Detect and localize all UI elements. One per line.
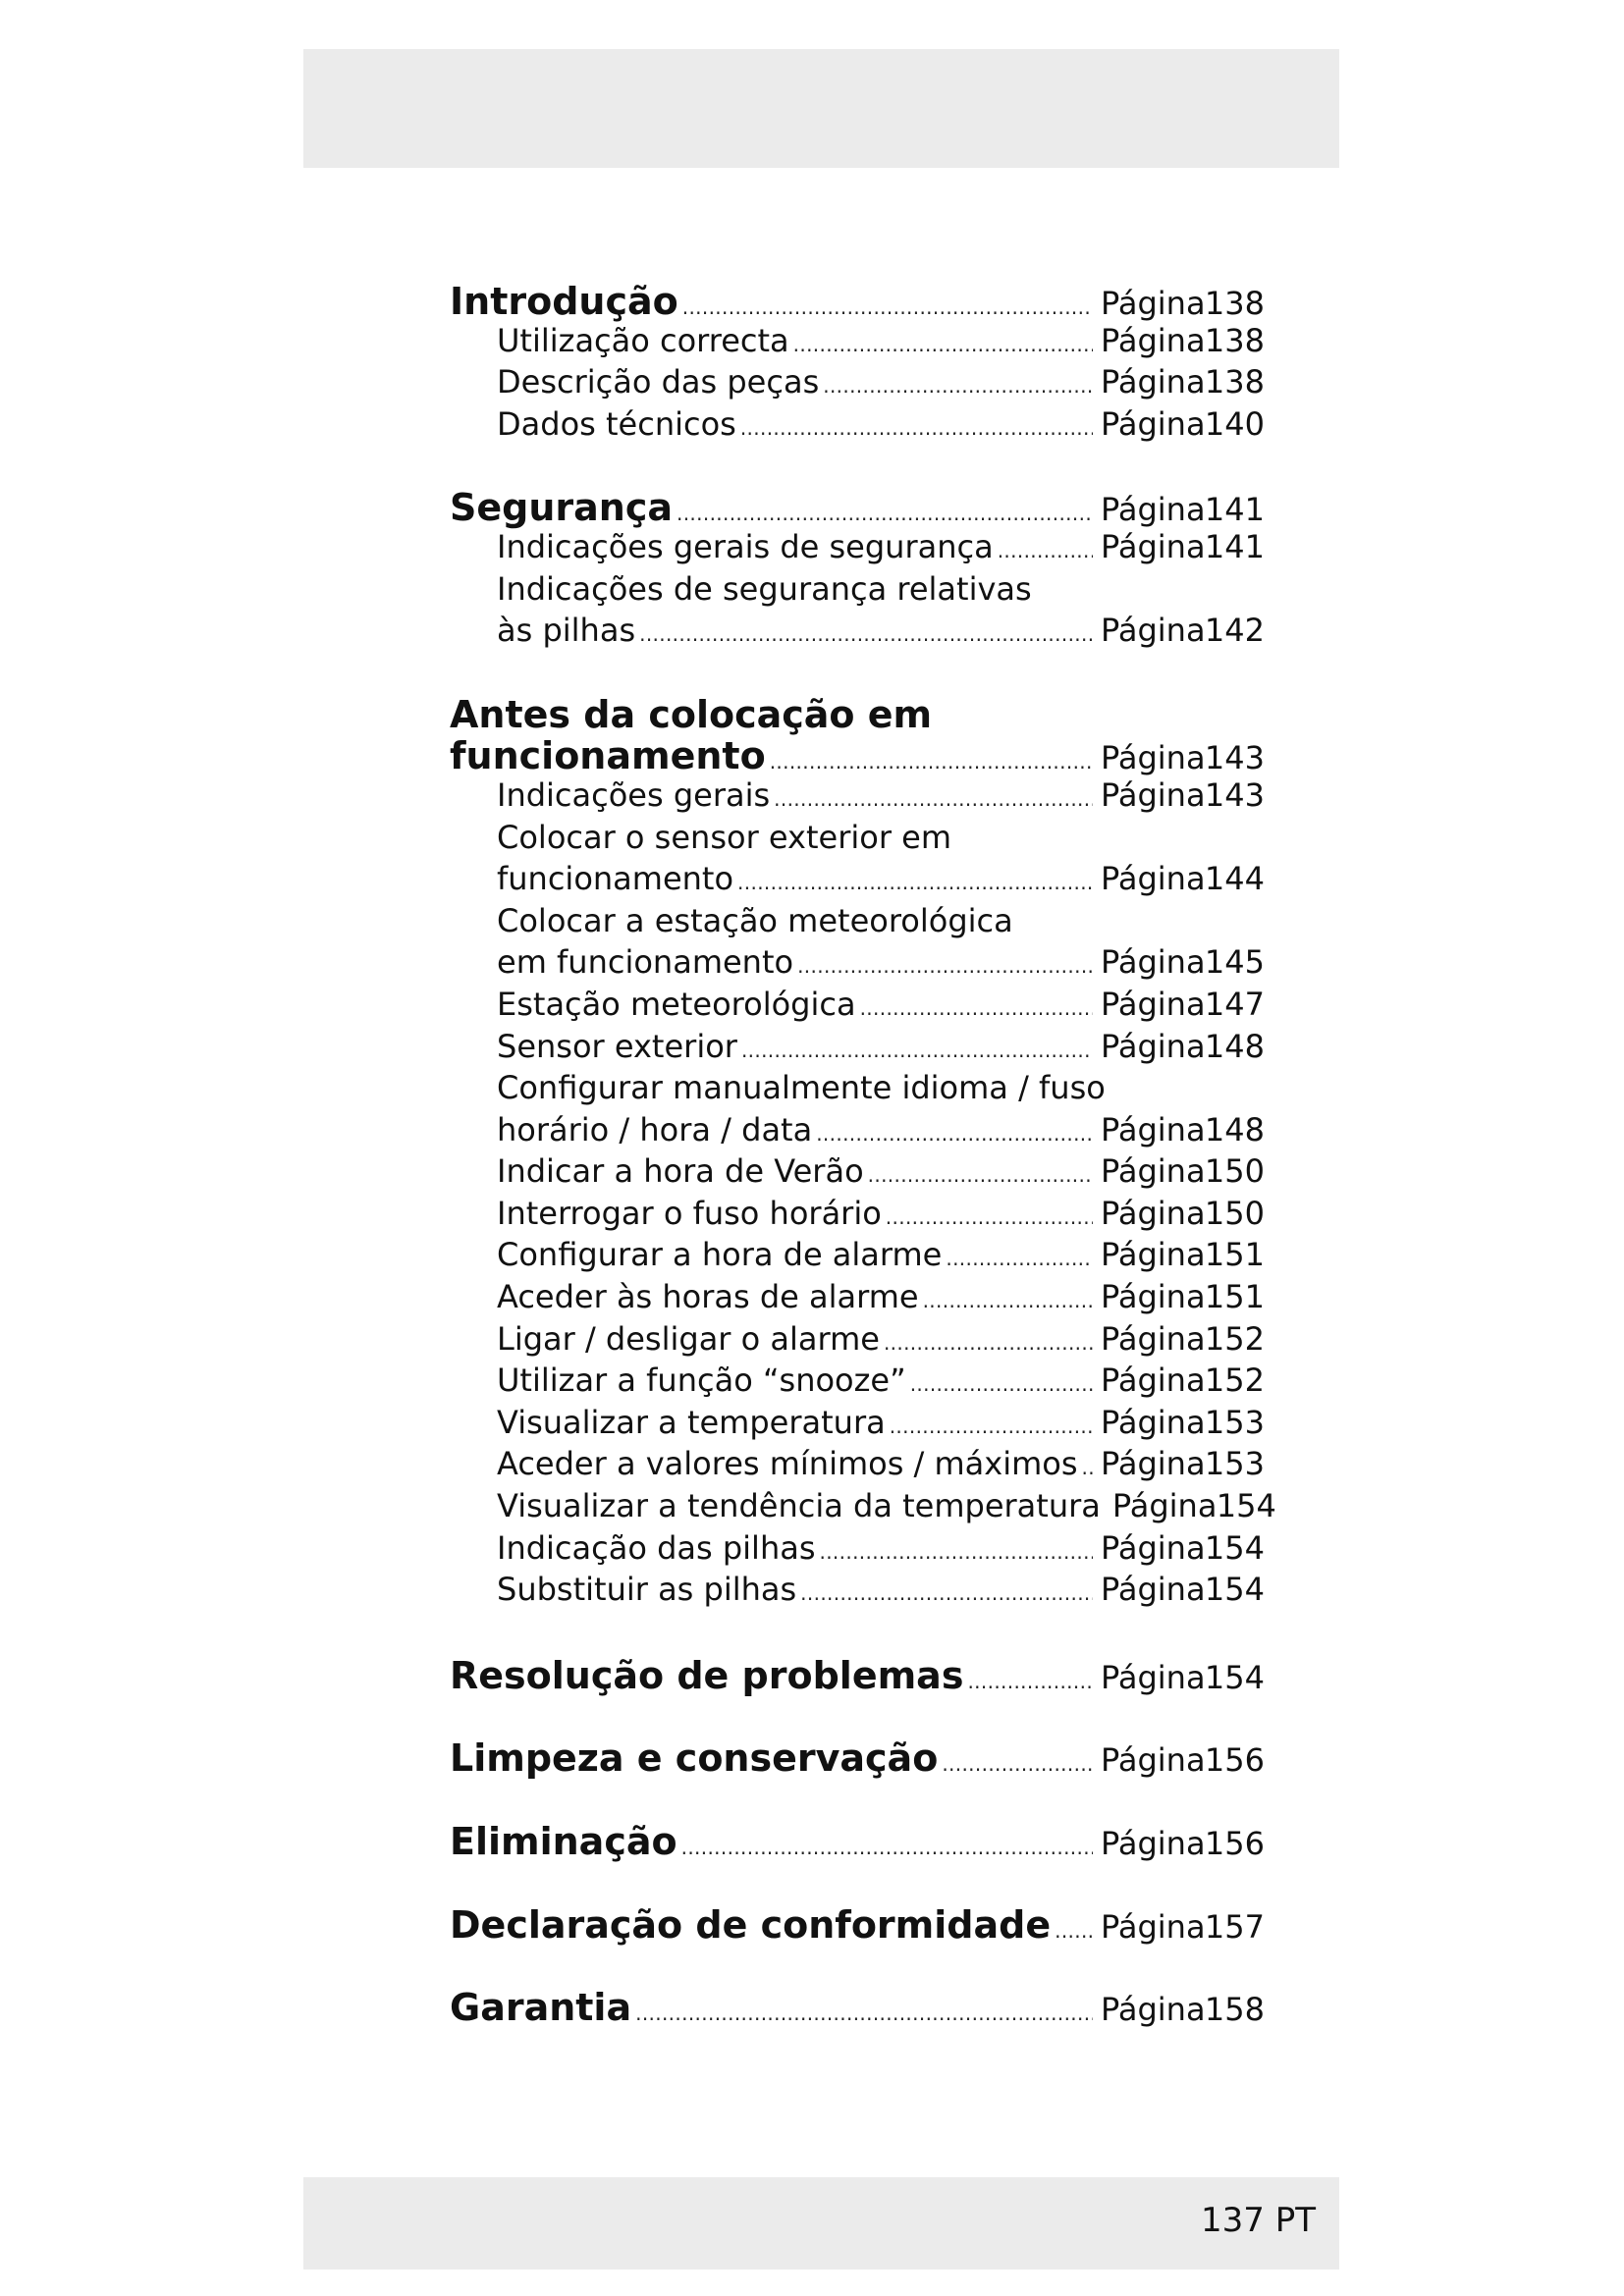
toc-entry-first-line[interactable]	[450, 570, 1265, 613]
toc-entry[interactable]	[450, 1571, 1265, 1613]
toc-entry-title: Indicações gerais	[497, 775, 771, 814]
page-label: Página	[1101, 860, 1206, 898]
dot-leader	[910, 1362, 1093, 1399]
toc-heading-seguranca[interactable]	[450, 486, 1265, 528]
page-label: Página	[1101, 1403, 1206, 1441]
toc-entry[interactable]	[450, 1362, 1265, 1404]
page-number-ref: 150	[1204, 1194, 1265, 1232]
page-label: Página	[1101, 404, 1206, 443]
toc-entry-title: funcionamento	[497, 860, 734, 898]
page-label: Página	[1101, 943, 1206, 982]
toc-heading-title: Declaração de conformidade	[450, 1902, 1052, 1947]
page-label: Página	[1101, 285, 1206, 322]
toc-entry[interactable]	[450, 1278, 1265, 1320]
dot-leader	[884, 1320, 1093, 1358]
toc-entry[interactable]	[450, 1320, 1265, 1362]
dot-leader	[1055, 1903, 1093, 1947]
page-number-ref: 152	[1204, 1362, 1265, 1400]
page-number-ref: 143	[1204, 775, 1265, 814]
toc-heading-title: Resolução de problemas	[450, 1653, 964, 1697]
page-number-ref: 151	[1204, 1236, 1265, 1274]
page-label: Página	[1101, 1319, 1206, 1358]
toc-entry-title-line1: Colocar a estação meteorológica	[497, 901, 1013, 939]
page-number-ref: 158	[1204, 1991, 1265, 2029]
toc-heading-title: Segurança	[450, 486, 673, 530]
dot-leader	[868, 1152, 1093, 1190]
dot-leader	[1082, 1445, 1093, 1482]
table-of-contents	[450, 280, 1276, 2030]
toc-heading-title: Introdução	[450, 280, 678, 323]
page-label: Página	[1101, 1571, 1206, 1609]
toc-entry-first-line[interactable]	[450, 1069, 1265, 1111]
toc-entry[interactable]	[450, 1111, 1265, 1153]
page-label: Página	[1101, 1278, 1206, 1316]
toc-entry-title: Estação meteorológica	[497, 985, 856, 1023]
toc-heading-title-line1: Antes da colocação em	[450, 692, 933, 736]
page-number-ref: 156	[1204, 1741, 1265, 1780]
toc-heading-resolucao[interactable]	[450, 1654, 1265, 1696]
dot-leader	[741, 1028, 1093, 1065]
toc-entry-title: em funcionamento	[497, 943, 794, 982]
dot-leader	[860, 986, 1093, 1023]
toc-entry[interactable]	[450, 943, 1265, 986]
toc-entry-first-line[interactable]	[450, 819, 1265, 861]
dot-leader	[890, 1404, 1093, 1441]
page-label: Página	[1101, 1027, 1206, 1065]
toc-heading-antes-line1[interactable]	[450, 693, 1265, 735]
page-label: Página	[1111, 1487, 1218, 1525]
toc-entry[interactable]	[450, 363, 1265, 405]
page-number-ref: 148	[1204, 1110, 1265, 1148]
page-number-ref: 157	[1204, 1907, 1265, 1946]
page-label: Página	[1101, 1110, 1206, 1148]
toc-entry[interactable]	[450, 528, 1265, 570]
toc-entry[interactable]	[450, 1236, 1265, 1278]
page-label: Página	[1101, 527, 1206, 565]
page-number-ref: 153	[1204, 1445, 1265, 1483]
dot-leader	[774, 776, 1093, 814]
toc-entry-title-line1: Indicações de segurança relativas	[497, 569, 1032, 608]
dot-leader	[942, 1736, 1093, 1780]
toc-entry[interactable]	[450, 986, 1265, 1028]
dot-leader	[635, 1986, 1093, 2029]
page-label: Página	[1101, 1445, 1206, 1483]
page-number-ref: 138	[1204, 285, 1265, 322]
toc-entry-title: Visualizar a tendência da temperatura	[497, 1487, 1101, 1525]
toc-entry-title: horário / hora / data	[497, 1110, 813, 1148]
page-label: Página	[1101, 1991, 1206, 2029]
page-label: Página	[1101, 1658, 1206, 1696]
page-number-ref: 152	[1204, 1319, 1265, 1358]
page-number-ref: 138	[1204, 321, 1265, 359]
page-label: Página	[1101, 491, 1206, 529]
page-number-ref: 143	[1204, 739, 1265, 777]
dot-leader	[639, 612, 1093, 649]
toc-heading-limpeza[interactable]	[450, 1736, 1265, 1779]
toc-heading-title: funcionamento	[450, 734, 766, 778]
toc-entry-title: Aceder às horas de alarme	[497, 1278, 919, 1316]
toc-entry[interactable]	[450, 612, 1265, 654]
page-label: Página	[1101, 1825, 1206, 1862]
toc-heading-introducao[interactable]	[450, 280, 1265, 322]
toc-entry-title: Dados técnicos	[497, 404, 736, 443]
toc-entry[interactable]	[450, 1152, 1265, 1195]
toc-heading-title: Eliminação	[450, 1820, 677, 1863]
page-label: Página	[1101, 1741, 1206, 1780]
toc-heading-eliminacao[interactable]	[450, 1820, 1265, 1862]
dot-leader	[793, 322, 1093, 359]
page-label: Página	[1101, 1362, 1206, 1400]
page-number-ref: 156	[1204, 1825, 1265, 1862]
page-number-ref: 150	[1204, 1152, 1265, 1191]
toc-entry-title: Configurar a hora de alarme	[497, 1236, 943, 1274]
toc-entry-title: Utilizar a função “snooze”	[497, 1362, 906, 1400]
dot-leader	[946, 1236, 1093, 1273]
page-label: Página	[1101, 1152, 1206, 1191]
toc-entry-title: Aceder a valores mínimos / máximos	[497, 1445, 1078, 1483]
page-number-ref: 145	[1204, 943, 1265, 982]
dot-leader	[737, 860, 1093, 897]
page-label: Página	[1101, 1194, 1206, 1232]
dot-leader	[797, 943, 1093, 981]
header-band	[303, 49, 1339, 168]
toc-entry-title: Indicar a hora de Verão	[497, 1152, 864, 1191]
toc-heading-garantia[interactable]	[450, 1986, 1265, 2028]
page-number-ref: 154	[1204, 1528, 1265, 1567]
page-number-ref: 144	[1204, 860, 1265, 898]
toc-entry[interactable]	[450, 860, 1265, 902]
toc-entry-title: Interrogar o fuso horário	[497, 1194, 882, 1232]
toc-heading-title: Garantia	[450, 1986, 632, 2030]
page-number-ref: 154	[1216, 1487, 1276, 1525]
page-number-ref: 154	[1204, 1658, 1265, 1696]
page-label: Página	[1101, 739, 1206, 777]
toc-entry[interactable]	[450, 1445, 1265, 1487]
page-label: Página	[1101, 612, 1206, 650]
toc-entry-title-line1: Configurar manualmente idioma / fuso	[497, 1069, 1106, 1107]
page-number-ref: 141	[1204, 527, 1265, 565]
toc-entry[interactable]	[450, 1195, 1265, 1237]
toc-entry[interactable]	[450, 1487, 1276, 1529]
toc-entry-title: Indicação das pilhas	[497, 1528, 816, 1567]
page-label: Página	[1101, 321, 1206, 359]
toc-entry-title: Ligar / desligar o alarme	[497, 1319, 880, 1358]
page-number: 137 PT	[1201, 2201, 1316, 2240]
toc-heading-antes[interactable]	[450, 734, 1265, 776]
toc-entry-title: Sensor exterior	[497, 1027, 737, 1065]
dot-leader	[886, 1195, 1093, 1232]
toc-entry[interactable]	[450, 1028, 1265, 1070]
dot-leader	[967, 1654, 1093, 1697]
page-number-ref: 138	[1204, 363, 1265, 401]
toc-entry-title: Substituir as pilhas	[497, 1571, 797, 1609]
dot-leader	[682, 280, 1093, 323]
dot-leader	[816, 1111, 1093, 1148]
toc-entry[interactable]	[450, 776, 1265, 819]
page-number-ref: 147	[1204, 985, 1265, 1023]
toc-entry-title: às pilhas	[497, 612, 636, 650]
dot-leader	[820, 1529, 1094, 1567]
toc-entry[interactable]	[450, 405, 1265, 448]
page-label: Página	[1101, 1236, 1206, 1274]
dot-leader	[740, 405, 1093, 443]
toc-heading-title: Limpeza e conservação	[450, 1736, 939, 1781]
page-number-ref: 151	[1204, 1278, 1265, 1316]
dot-leader	[823, 363, 1093, 400]
page-number-ref: 154	[1204, 1571, 1265, 1609]
page-number-ref: 148	[1204, 1027, 1265, 1065]
page-number-ref: 142	[1204, 612, 1265, 650]
footer-band	[303, 2177, 1339, 2269]
toc-entry-title: Descrição das peças	[497, 363, 820, 401]
dot-leader	[800, 1571, 1093, 1608]
toc-entry-first-line[interactable]	[450, 902, 1265, 944]
page-label: Página	[1101, 363, 1206, 401]
toc-entry-title-line1: Colocar o sensor exterior em	[497, 818, 951, 856]
page-label: Página	[1101, 1907, 1206, 1946]
toc-entry[interactable]	[450, 1529, 1265, 1572]
toc-heading-declaracao[interactable]	[450, 1903, 1265, 1946]
page-number-ref: 141	[1204, 491, 1265, 529]
toc-entry-title: Indicações gerais de segurança	[497, 527, 994, 565]
dot-leader	[998, 528, 1093, 565]
page-label: Página	[1101, 1528, 1206, 1567]
page-number-ref: 140	[1204, 404, 1265, 443]
page-label: Página	[1101, 775, 1206, 814]
toc-entry[interactable]	[450, 1404, 1265, 1446]
toc-entry-title: Utilização correcta	[497, 321, 789, 359]
page-number-ref: 153	[1204, 1403, 1265, 1441]
dot-leader	[770, 734, 1093, 777]
toc-entry-title: Visualizar a temperatura	[497, 1403, 886, 1441]
toc-entry[interactable]	[450, 322, 1265, 364]
dot-leader	[677, 486, 1093, 529]
page-label: Página	[1101, 985, 1206, 1023]
dot-leader	[681, 1820, 1093, 1863]
dot-leader	[923, 1278, 1093, 1315]
